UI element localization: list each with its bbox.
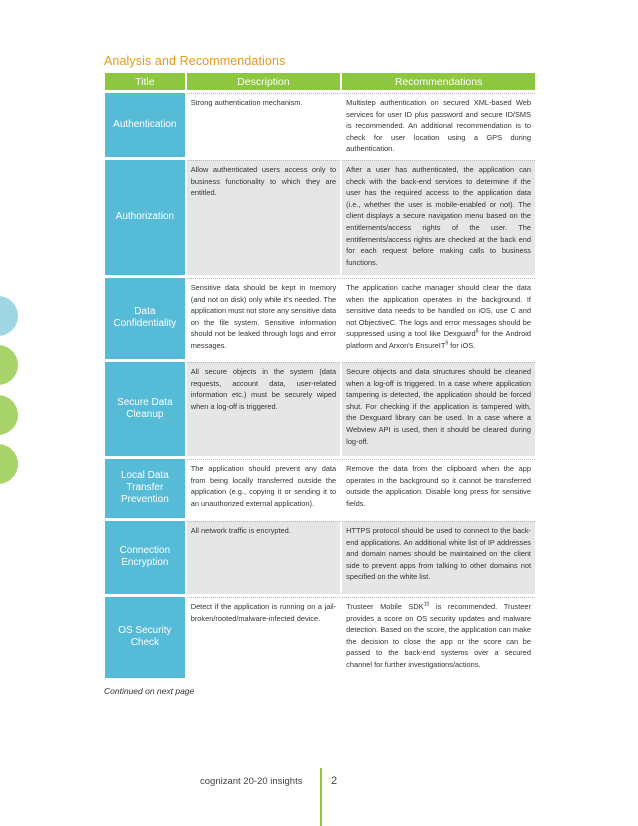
table-header-row (105, 73, 535, 93)
table-row (105, 597, 535, 681)
row-recommendation (342, 278, 535, 362)
row-recommendation: After a user has authenticated, the application can check with the back-end services to determine if the user has the required access to the application data (i.e., whether the user is mobile-enabled or not). The client displays a secure navigation menu based on the entitlements/access rights of the user. The entitlements/access rights are checked at the back end for each request before making calls to business functions. (342, 160, 535, 278)
row-recommendation: Secure objects and data structures should be cleaned when a log-off is triggered. In a case where application tampering is detected, the application should be forced shut. For checking if the application is tampered with, the Dexguard library can be used. In a case where a Webview API is used, then it should be cleared during log-off. (342, 362, 535, 459)
table-row (105, 459, 535, 521)
rec-text: for iOS. (448, 340, 476, 350)
row-title: Local Data Transfer Prevention (105, 459, 185, 521)
recommendations-table (103, 73, 537, 681)
table-row (105, 362, 535, 459)
row-description: All network traffic is encrypted. (187, 521, 340, 597)
rec-text: is recommended. Trusteer provides a score on OS security updates and malware detection. Based on the score, the application can make the decision to close the app or the score can be passed to the back-end systems over a secured channel for further investigations/actions. (346, 601, 531, 669)
rec-text: for the Android platform and Arxon's EnsureIT (346, 329, 531, 350)
row-description: Detect if the application is running on a jail-broken/rooted/malware-infected device. (187, 597, 340, 681)
table-row (105, 160, 535, 278)
row-description: All secure objects in the system (data requests, account data, user-related information etc.) must be securely wiped when a log-off is triggered. (187, 362, 340, 459)
rec-text: Trusteer Mobile SDK (346, 601, 424, 611)
header-recommendations: Recommendations (342, 73, 535, 93)
page-number: 2 (331, 775, 338, 787)
header-description: Description (187, 73, 340, 93)
continued-note: Continued on next page (104, 686, 195, 696)
page-heading: Analysis and Recommendations (104, 54, 286, 68)
row-title: Secure Data Cleanup (105, 362, 185, 459)
footer-brand: cognizant 20-20 insights (200, 776, 303, 787)
row-title: OS Security Check (105, 597, 185, 681)
row-recommendation: Multistep authentication on secured XML-based Web services for user ID plus password and secure ID/SMS is recommended. An additional recommendation is to check for user location using a GPS during authentication. (342, 93, 535, 160)
row-title: Authorization (105, 160, 185, 278)
row-recommendation: HTTPS protocol should be used to connect to the back-end applications. An additional white list of IP addresses and domain names should be maintained on the client side to prevent apps from talking to other domains not specified on the white list. (342, 521, 535, 597)
rec-text: The application cache manager should clear the data when the application operates in the background. If sensitive data needs to be handled on iOS, use C and not ObjectiveC. The logs and error messages should be suppressed using a tool like Dexguard (346, 282, 531, 339)
row-recommendation: Remove the data from the clipboard when the app operates in the background so it cannot be transferred outside the application. Disable long press for sensitive fields. (342, 459, 535, 521)
row-title: Data Confidentiality (105, 278, 185, 362)
table-row (105, 278, 535, 362)
footnote-ref: 9 (445, 340, 449, 347)
row-recommendation (342, 597, 535, 681)
decorative-circle (0, 395, 18, 435)
row-description: Sensitive data should be kept in memory (and not on disk) only while it's needed. The application must not store any sensitive data on the file system. Sensitive information should not be leaked through logs and error messages. (187, 278, 340, 362)
row-description: Strong authentication mechanism. (187, 93, 340, 160)
table-row (105, 521, 535, 597)
footnote-ref: 10 (423, 601, 430, 608)
table-row (105, 93, 535, 160)
row-description: The application should prevent any data from being locally transferred outside the application (e.g., copying it or sending it to an unauthorized external application). (187, 459, 340, 521)
row-title: Connection Encryption (105, 521, 185, 597)
row-description: Allow authenticated users access only to business functionality to which they are entitled. (187, 160, 340, 278)
decorative-circle (0, 345, 18, 385)
header-title: Title (105, 73, 185, 93)
footnote-ref: 8 (475, 328, 479, 335)
decorative-circle (0, 444, 18, 484)
footer-divider (320, 768, 322, 826)
row-title: Authentication (105, 93, 185, 160)
decorative-circle (0, 296, 18, 336)
